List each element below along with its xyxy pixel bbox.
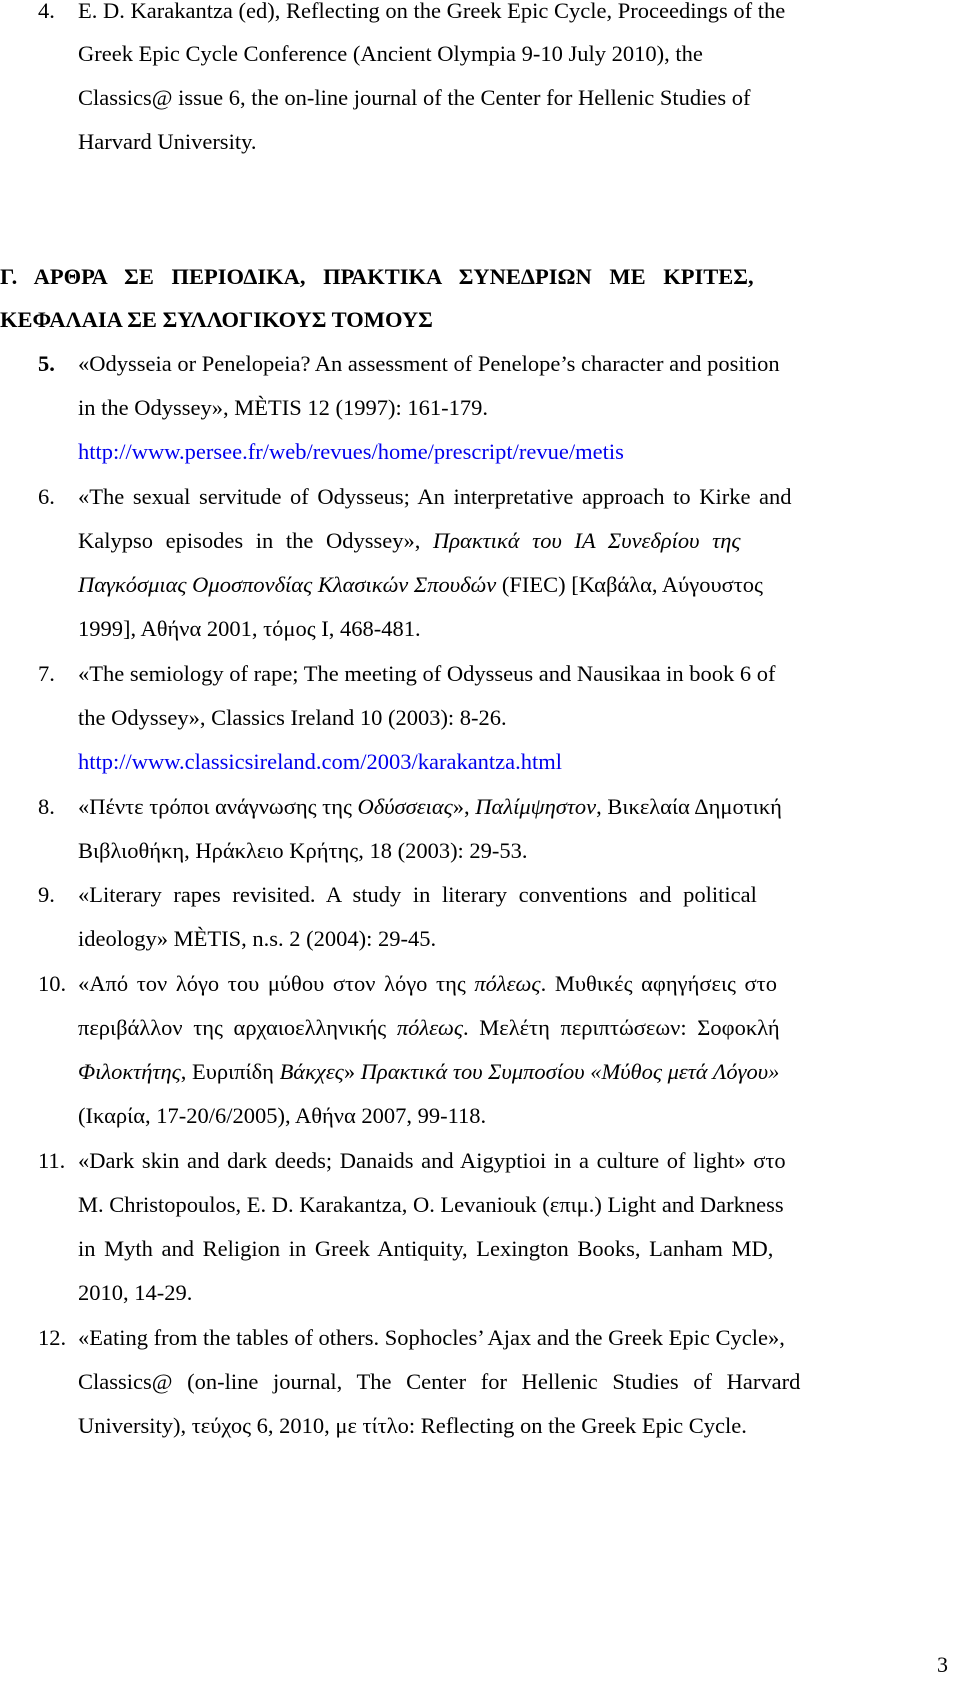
citation-text: », [452,794,470,819]
citation-line [78,1013,780,1043]
citation-line [78,570,763,600]
citation-line: «Dark skin and dark deeds; Danaids and Aigyptioi in a culture of light» στο [78,1148,786,1173]
citation-text: «Από τον λόγο του μύθου στον λόγο της [78,971,466,996]
citation-italic: Παλίμψηστον [475,794,597,819]
citation-text: » [343,1059,356,1084]
citation-italic: Οδύσσειας [357,794,453,819]
item-number: 5. [38,351,55,376]
citation-line: «The sexual servitude of Odysseus; An interpretative approach to Kirke and [78,484,792,509]
item-number: 7. [38,661,55,686]
citation-line: 1999], Αθήνα 2001, τόμος Ι, 468-481. [78,616,421,641]
citation-italic: Παγκόσμιας Ομοσπονδίας Κλασικών Σπουδών [78,572,497,597]
item-number: 9. [38,882,55,907]
citation-line [78,526,740,556]
citation-line: Classics@ (on-line journal, The Center for Hellenic Studies of Harvard [78,1369,801,1394]
citation-line [78,39,955,69]
citation-italic: Πρακτικά του Συμποσίου «Μύθος μετά Λόγου» [360,1059,780,1084]
citation-text: , Ευριπίδη [180,1059,274,1084]
citation-line [78,969,777,999]
citation-italic: πόλεως [396,1015,463,1040]
citation-line: «Odysseia or Penelopeia? An assessment of Penelope’s character and position [78,351,780,376]
citation-line: (Ικαρία, 17-20/6/2005), Αθήνα 2007, 99-118. [78,1103,487,1128]
citation-italic: Βάκχες [279,1059,344,1084]
section-heading: Γ. ΑΡΘΡΑ ΣΕ ΠΕΡΙΟΔΙΚΑ, ΠΡΑΚΤΙΚΑ ΣΥΝΕΔΡΙΩΝ ΜΕ ΚΡΙΤΕΣ, [0,264,754,289]
citation-link[interactable]: http://www.classicsireland.com/2003/karakantza.html [78,749,563,774]
item-number: 6. [38,484,55,509]
citation-line [78,792,782,822]
citation-italic: πόλεως [474,971,541,996]
citation-line: Βιβλιοθήκη, Ηράκλειο Κρήτης, 18 (2003): 29-53. [78,838,528,863]
item-number: 12. [38,1325,67,1350]
citation-line: «Literary rapes revisited. A study in literary conventions and political [78,882,757,907]
citation-line: M. Christopoulos, E. D. Karakantza, O. Levaniouk (επιμ.) Light and Darkness [78,1192,784,1217]
citation-text: (FIEC) [Καβάλα, Αύγουστος [501,572,763,597]
citation-text: . Μυθικές αφηγήσεις στο [540,971,777,996]
citation-line: 2010, 14-29. [78,1280,193,1305]
citation-text: . Μελέτη περιπτώσεων: Σοφοκλή [463,1015,780,1040]
citation-line: the Odyssey», Classics Ireland 10 (2003): 8-26. [78,705,507,730]
citation-line: in the Odyssey», MÈTIS 12 (1997): 161-179. [78,395,488,420]
citation-text: Kalypso episodes in the Odyssey», [78,528,421,553]
citation-italic: Φιλοκτήτης [78,1059,181,1084]
citation-text: , Βικελαία Δημοτική [596,794,782,819]
citation-line [78,1057,779,1087]
citation-text: Greek Epic Cycle Conference (Ancient Olympia 9-10 July 2010), the [78,41,703,66]
citation-italic: Πρακτικά του ΙΑ Συνεδρίου της [432,528,741,553]
citation-line: in Myth and Religion in Greek Antiquity, Lexington Books, Lanham MD, [78,1236,774,1261]
page-number: 3 [937,1652,948,1677]
citation-line: Harvard University. [78,129,257,154]
citation-line: E. D. Karakantza (ed), Reflecting on the Greek Epic Cycle, Proceedings of the [78,0,786,23]
citation-line: «The semiology of rape; The meeting of Odysseus and Nausikaa in book 6 of [78,661,776,686]
citation-line: «Eating from the tables of others. Sophocles’ Ajax and the Greek Epic Cycle», [78,1325,785,1350]
citation-line: Classics@ issue 6, the on-line journal of the Center for Hellenic Studies of [78,85,751,110]
citation-text: περιβάλλον της αρχαιοελληνικής [78,1015,387,1040]
item-number: 11. [38,1148,66,1173]
citation-line: ideology» MÈTIS, n.s. 2 (2004): 29-45. [78,926,437,951]
citation-link[interactable]: http://www.persee.fr/web/revues/home/prescript/revue/metis [78,439,624,464]
citation-line: University), τεύχος 6, 2010, με τίτλο: Reflecting on the Greek Epic Cycle. [78,1413,747,1438]
item-number: 4. [38,0,55,23]
item-number: 10. [38,971,67,996]
item-number: 8. [38,794,55,819]
section-heading: ΚΕΦΑΛΑΙΑ ΣΕ ΣΥΛΛΟΓΙΚΟΥΣ ΤΟΜΟΥΣ [0,307,433,332]
citation-text: «Πέντε τρόποι ανάγνωσης της [78,794,352,819]
